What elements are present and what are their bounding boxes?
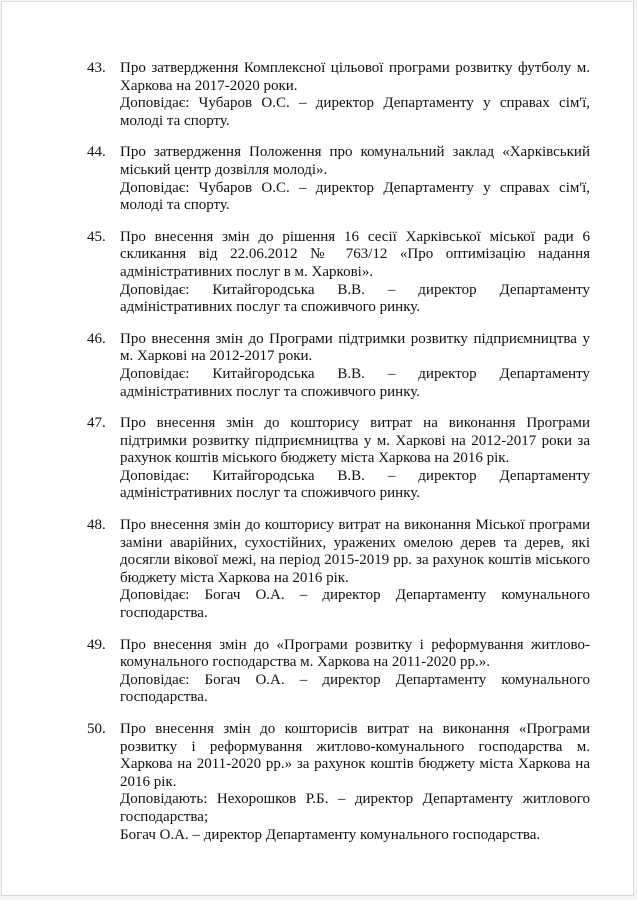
- agenda-item-44: [2, 144, 635, 214]
- item-number: 43.: [87, 60, 106, 76]
- agenda-item-49: [2, 637, 635, 707]
- item-speaker-second: Богач О.А. – директор Департаменту комунального господарства.: [120, 826, 541, 843]
- item-speaker: Доповідають: Нехорошков Р.Б. – директор Департаменту житлового господарства;: [120, 791, 590, 825]
- item-title: Про затвердження Комплексної цільової програми розвитку футболу м. Харкова на 2017-2020 роки.: [120, 60, 590, 94]
- item-title: Про внесення змін до кошторису витрат на виконання Програми підтримки розвитку підприємництва у м. Харкові на 2012-2017 роки за рахунок коштів міського бюджету міста Харкова на 2016 рік.: [120, 415, 590, 467]
- document-page: [1, 1, 634, 896]
- item-speaker: Доповідає: Китайгородська В.В. – директор Департаменту адміністративних послуг та споживчого ринку.: [120, 365, 590, 400]
- item-title: Про внесення змін до «Програми розвитку і реформування житлово-комунального господарства м. Харкова на 2011-2020 рр.».: [120, 636, 590, 671]
- item-title: Про внесення змін до рішення 16 сесії Харківської міської ради 6 скликання від 22.06.2012 № 763/12 «Про оптимізацію надання адміністративних послуг в м. Харкові».: [120, 228, 590, 280]
- item-number: 45.: [87, 228, 106, 245]
- item-speaker: Доповідає: Богач О.А. – директор Департаменту комунального господарства.: [120, 671, 590, 706]
- agenda-item-48: [2, 517, 635, 623]
- item-number: 48.: [87, 517, 106, 534]
- agenda-item-45: [2, 229, 635, 317]
- item-number: 47.: [87, 415, 106, 432]
- item-number: 50.: [87, 721, 106, 737]
- agenda-item-43: [2, 60, 635, 130]
- item-speaker: Доповідає: Китайгородська В.В. – директор Департаменту адміністративних послуг та споживчого ринку.: [120, 281, 590, 316]
- agenda-item-50: [2, 721, 635, 844]
- item-speaker: Доповідає: Чубаров О.С. – директор Департаменту у справах сім'ї, молоді та спорту.: [120, 95, 590, 129]
- item-title: Про затвердження Положення про комунальний заклад «Харківський міський центр дозвілля молоді».: [120, 144, 590, 178]
- agenda-item-47: [2, 415, 635, 503]
- item-title: Про внесення змін до кошторисів витрат на виконання «Програми розвитку і реформування житлово-комунального господарства м. Харкова на 2011-2020 рр.» за рахунок коштів бюджету міста Харкова на 2016 рік.: [120, 721, 590, 790]
- agenda-list: [2, 60, 635, 858]
- item-speaker: Доповідає: Китайгородська В.В. – директор Департаменту адміністративних послуг та споживчого ринку.: [120, 467, 590, 502]
- item-number: 44.: [87, 144, 106, 161]
- item-number: 49.: [87, 636, 106, 653]
- item-number: 46.: [87, 330, 106, 347]
- item-title: Про внесення змін до кошторису витрат на виконання Міської програми заміни аварійних, сухостійних, уражених омелою дерев та дерев, які досягли вікової межі, на період 2015-2019 рр. за рахунок коштів міського бюджету міста Харкова на 2016 рік.: [120, 517, 590, 586]
- item-speaker: Доповідає: Богач О.А. – директор Департаменту комунального господарства.: [120, 587, 590, 622]
- agenda-item-46: [2, 331, 635, 401]
- item-speaker: Доповідає: Чубаров О.С. – директор Департаменту у справах сім'ї, молоді та спорту.: [120, 179, 590, 214]
- item-title: Про внесення змін до Програми підтримки розвитку підприємництва у м. Харкові на 2012-2017 роки.: [120, 330, 590, 365]
